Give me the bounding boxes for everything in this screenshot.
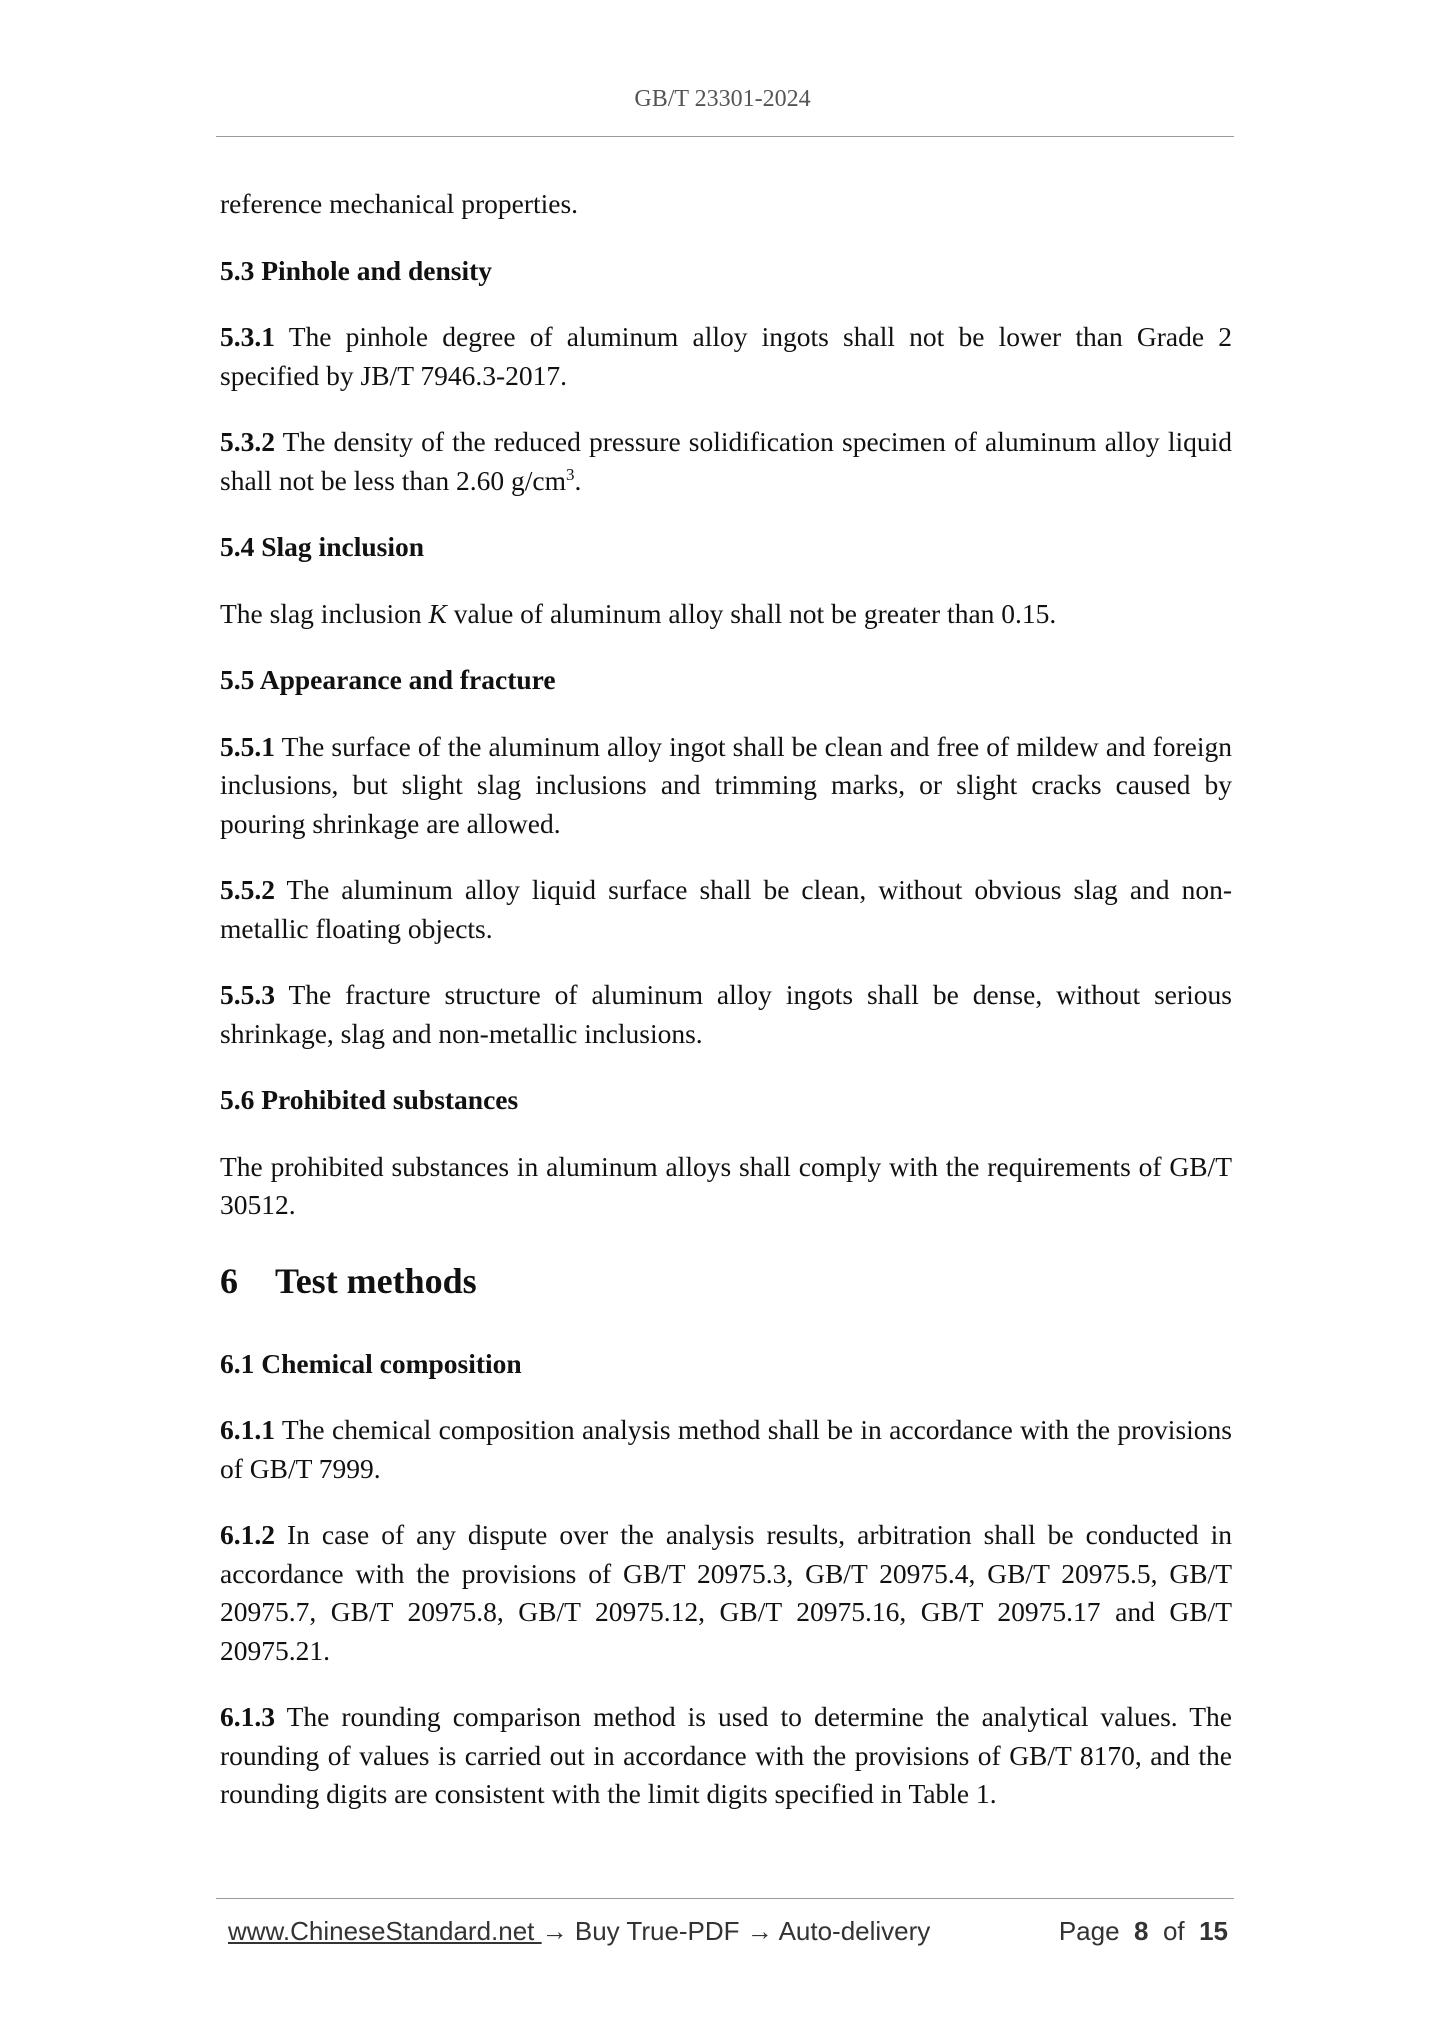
footer-divider xyxy=(216,1898,1234,1899)
website-link[interactable]: www.ChineseStandard.net xyxy=(228,1916,542,1946)
document-id: GB/T 23301-2024 xyxy=(634,86,811,112)
clause-5-3-1 xyxy=(220,318,1232,395)
clause-6-1-3 xyxy=(220,1698,1232,1814)
clause-end: . xyxy=(574,464,582,496)
clause-number: 5.5.2 xyxy=(220,874,275,905)
clause-number: 5.5.1 xyxy=(220,730,275,762)
section-number: 6 xyxy=(220,1260,238,1301)
document-body xyxy=(220,185,1232,1842)
k-symbol: K xyxy=(428,597,447,629)
paragraph-5-4: The slag inclusion K value of aluminum alloy shall not be greater than 0.15. xyxy=(220,597,1057,629)
clause-number: 6.1.2 xyxy=(220,1519,275,1550)
clause-number: 5.3.2 xyxy=(220,426,275,457)
clause-number: 6.1.3 xyxy=(220,1701,275,1732)
clause-number: 5.3.1 xyxy=(220,321,275,352)
clause-6-1-2 xyxy=(220,1516,1232,1670)
paragraph-intro: reference mechanical properties. xyxy=(220,188,579,219)
page-of: of xyxy=(1162,1916,1185,1946)
page-indicator xyxy=(1059,1913,1228,1949)
auto-delivery-text: Auto-delivery xyxy=(772,1916,931,1946)
heading-5-6: 5.6 Prohibited substances xyxy=(220,1084,519,1115)
clause-5-5-3 xyxy=(220,976,1232,1053)
page-header xyxy=(0,86,1445,113)
heading-6 xyxy=(220,1259,1232,1303)
clause-6-1-1 xyxy=(220,1411,1232,1488)
clause-5-5-2 xyxy=(220,871,1232,948)
page-label: Page xyxy=(1058,1916,1120,1946)
page-current: 8 xyxy=(1134,1916,1149,1946)
clause-number: 6.1.1 xyxy=(220,1414,275,1445)
arrow-right-icon: → xyxy=(541,1916,568,1946)
page-footer xyxy=(228,1913,1228,1949)
paragraph-5-6: The prohibited substances in aluminum alloys shall comply with the requirements of GB/T 30512. xyxy=(220,1150,1232,1220)
arrow-right-icon: → xyxy=(746,1916,773,1946)
superscript: 3 xyxy=(566,464,575,484)
heading-6-1: 6.1 Chemical composition xyxy=(220,1347,522,1379)
section-title: Test methods xyxy=(275,1260,477,1301)
clause-text: The density of the reduced pressure solidification specimen of aluminum alloy liquid shall not be less than 2.60 g/cm xyxy=(220,426,1232,496)
clause-text: The pinhole degree of aluminum alloy ingots shall not be lower than Grade 2 specified by JB/T 7946.3-2017. xyxy=(220,321,1232,391)
clause-text: The surface of the aluminum alloy ingot shall be clean and free of mildew and foreign inclusions, but slight slag inclusions and trimming marks, or slight cracks caused by pouring shrinkage are allowed. xyxy=(220,730,1232,839)
clause-text: The aluminum alloy liquid surface shall be clean, without obvious slag and non-metallic floating objects. xyxy=(220,874,1232,944)
heading-5-5: 5.5 Appearance and fracture xyxy=(220,664,556,695)
heading-5-4: 5.4 Slag inclusion xyxy=(220,531,425,562)
clause-text: The chemical composition analysis method shall be in accordance with the provisions of GB/T 7999. xyxy=(220,1414,1232,1484)
header-divider xyxy=(216,136,1234,137)
page-total: 15 xyxy=(1199,1916,1228,1946)
clause-5-3-2 xyxy=(220,423,1232,500)
buy-true-pdf-link[interactable]: Buy True-PDF xyxy=(567,1916,747,1946)
clause-text: The fracture structure of aluminum alloy ingots shall be dense, without serious shrinkage, slag and non-metallic inclusions. xyxy=(220,979,1232,1049)
clause-text: In case of any dispute over the analysis results, arbitration shall be conducted in accordance with the provisions of GB/T 20975.3, GB/T 20975.4, GB/T 20975.5, GB/T 20975.7, GB/T 20975.8, GB/T 20975.12, GB/T 20975.16, GB/T 20975.17 and GB/T 20975.21. xyxy=(220,1519,1232,1666)
heading-5-3: 5.3 Pinhole and density xyxy=(220,254,493,286)
clause-text: The rounding comparison method is used to determine the analytical values. The rounding of values is carried out in accordance with the provisions of GB/T 8170, and the rounding digits are consistent with the limit digits specified in Table 1. xyxy=(220,1701,1232,1809)
clause-5-5-1 xyxy=(220,728,1232,844)
clause-number: 5.5.3 xyxy=(220,979,275,1010)
